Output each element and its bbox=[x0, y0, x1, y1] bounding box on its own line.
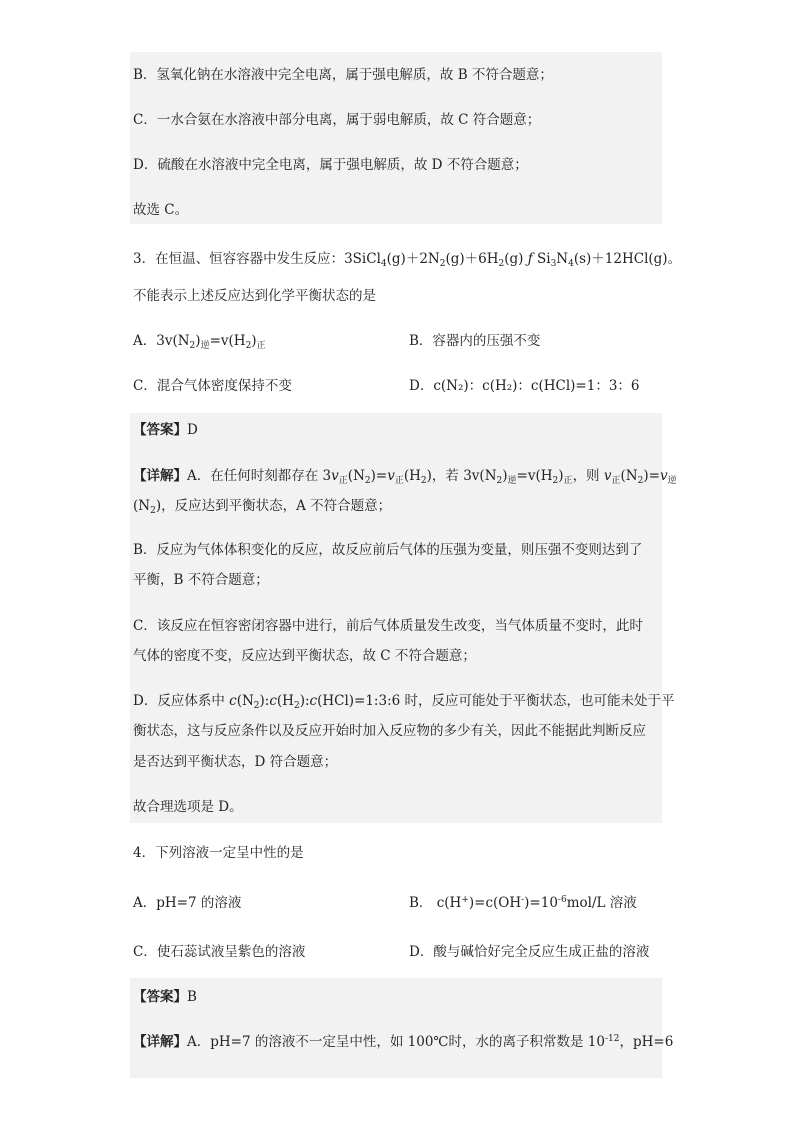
question-3-detail-c1: C．该反应在恒容密闭容器中进行，前后气体质量发生改变，当气体质量不变时，此时 bbox=[133, 618, 643, 634]
answer-value: B bbox=[187, 989, 197, 1005]
question-3-detail-a-cont: $(N_2)$，反应达到平衡状态，A 不符合题意； bbox=[133, 498, 392, 516]
question-3-answer bbox=[133, 420, 198, 440]
question-3-detail-c2: 气体的密度不变，反应达到平衡状态，故 C 不符合题意； bbox=[133, 648, 476, 664]
question-3-equation: $3SiCl_4(g)+2N_2(g)+6H_2(g)$ ƒ $Si_3N_4(s)+12HCl(g)$。 bbox=[344, 251, 682, 269]
answer-label: 【答案】 bbox=[133, 989, 187, 1005]
question-3-detail-d2: 衡状态，这与反应条件以及反应开始时加入反应物的多少有关，因此不能据此判断反应 bbox=[133, 723, 646, 739]
question-3-option-a: A．$3v(N_2)_逆=v(H_2)_正$ bbox=[133, 333, 266, 351]
question-3-stem-prefix: 3．在恒温、恒容容器中发生反应： bbox=[133, 251, 345, 267]
question-4-option-c: C．使石蕊试液呈紫色的溶液 bbox=[133, 944, 306, 960]
question-4-option-d: D．酸与碱恰好完全反应生成正盐的溶液 bbox=[409, 944, 650, 960]
question-3-option-b: B．容器内的压强不变 bbox=[409, 333, 541, 349]
question-3-conclusion: 故合理选项是 D。 bbox=[133, 799, 243, 815]
question-3-stem bbox=[133, 249, 681, 269]
explanation-line-b: B．氢氧化钠在水溶液中完全电离，属于强电解质，故 B 不符合题意； bbox=[133, 67, 553, 83]
question-3-detail-a: 【详解】A．在任何时刻都存在 $3v_正(N_2)=v_正(H_2)$，若 $3v(N_2)_逆=v(H_2)_正$，则 $v_正(N_2)=v_逆$ bbox=[133, 468, 677, 486]
explanation-line-d: D．硫酸在水溶液中完全电离，属于强电解质，故 D 不符合题意； bbox=[133, 157, 528, 173]
detail-label: 【详解】 bbox=[133, 468, 187, 484]
question-3-detail-d1: D．反应体系中 $c(N_2):c(H_2):c(HCl)=1:3:6$ 时，反应可能处于平衡状态，也可能未处于平 bbox=[133, 693, 675, 711]
question-4-answer bbox=[133, 987, 197, 1007]
detail-label: 【详解】 bbox=[133, 1034, 187, 1050]
question-3-option-c: C．混合气体密度保持不变 bbox=[133, 378, 292, 394]
question-3-stem-line2: 不能表示上述反应达到化学平衡状态的是 bbox=[133, 288, 376, 304]
answer-label: 【答案】 bbox=[133, 422, 187, 438]
question-3-detail-b2: 平衡，B 不符合题意； bbox=[133, 572, 269, 588]
question-3-detail-b1: B．反应为气体体积变化的反应，故反应前后气体的压强为变量，则压强不变则达到了 bbox=[133, 542, 643, 558]
explanation-line-c: C．一水合氨在水溶液中部分电离，属于弱电解质，故 C 符合题意； bbox=[133, 112, 541, 128]
question-4-option-b: B． $c(H^+)=c(OH^-)=10^{-6}mol/L$ 溶液 bbox=[409, 895, 637, 911]
answer-value: D bbox=[187, 422, 198, 438]
question-4-stem: 4．下列溶液一定呈中性的是 bbox=[133, 845, 304, 861]
explanation-conclusion: 故选 C。 bbox=[133, 202, 189, 218]
question-4-detail-a: 【详解】A．pH=7 的溶液不一定呈中性，如 100℃时，水的离子积常数是 $10^{-12}$，pH=6 bbox=[133, 1034, 674, 1050]
explanation-block-q4 bbox=[130, 978, 662, 1078]
question-3-option-d: D．c(N₂)：c(H₂)：c(HCl)=1：3：6 bbox=[409, 378, 640, 394]
question-3-detail-d3: 是否达到平衡状态，D 符合题意； bbox=[133, 754, 338, 770]
question-4-option-a: A．pH=7 的溶液 bbox=[133, 895, 242, 911]
